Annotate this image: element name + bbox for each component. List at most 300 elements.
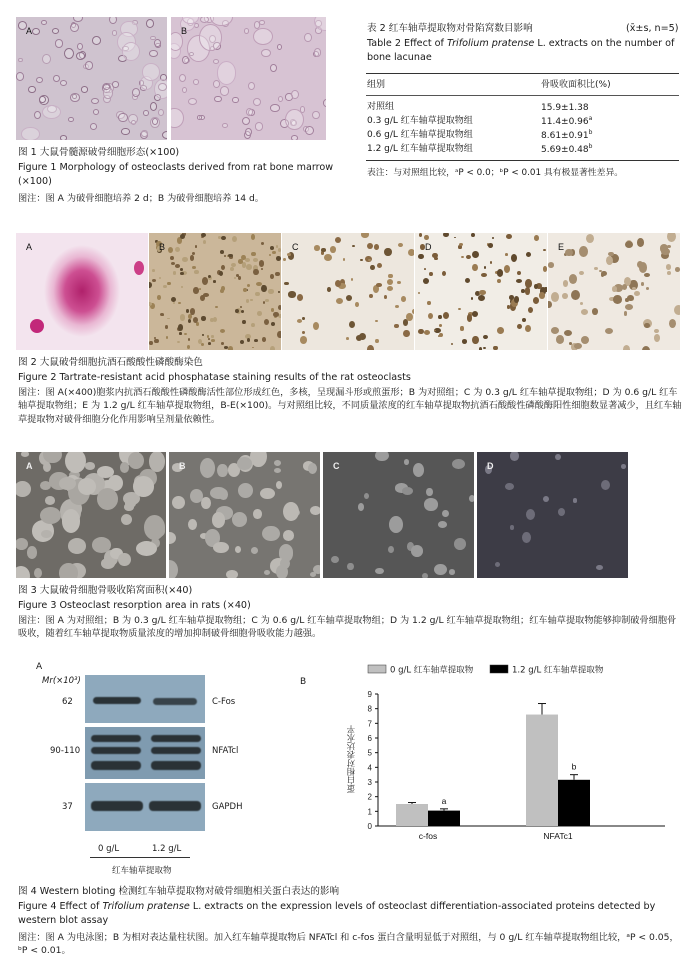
cell [21,452,30,457]
cell [224,346,228,349]
bar [558,780,590,826]
cell [439,324,442,327]
cell [241,310,244,313]
cell [308,463,317,474]
cell [637,238,644,246]
cell [230,267,234,271]
cell [479,347,482,350]
cell [188,319,192,324]
cell [675,267,680,272]
panel-label: A [26,242,33,252]
cell [149,341,152,345]
stained-nucleus [134,261,144,275]
cell [438,315,441,319]
cell [606,256,613,265]
sig-mark: a [588,115,593,122]
cell-texture [149,233,281,350]
cell [505,253,508,256]
cell [622,284,627,290]
cell [483,335,488,339]
value-cell [541,101,589,115]
value: 5.69±0.48 [541,145,589,155]
cell [242,320,246,325]
cell [426,488,432,496]
protein-label: C-Fos [212,697,236,707]
table-header-rule [366,95,679,96]
lane-label: 0 g/L [98,844,120,854]
cell [261,242,264,245]
panel-label: B [159,242,166,252]
cell [452,459,464,469]
sig-mark: b [588,143,593,150]
cell [534,235,539,241]
cell [574,343,582,349]
cell [220,250,224,254]
cell [562,293,567,299]
cell [152,269,155,272]
band [151,735,201,742]
bar [428,811,460,826]
cell [272,251,275,254]
cell [346,337,349,340]
cell [213,280,217,283]
cell [221,342,224,345]
band [151,761,201,770]
cell [434,564,447,575]
cell [376,283,381,287]
cell [443,312,449,319]
cell [264,570,270,575]
y-tick-label: 7 [367,719,372,729]
cell [343,258,346,261]
panel-label: E [558,242,565,252]
cell [460,326,463,330]
cell [458,308,461,310]
value: 11.4±0.96 [541,117,589,127]
cell [171,297,177,303]
resorption-pits [16,452,166,578]
cell [200,458,215,477]
y-tick-label: 8 [367,704,372,714]
panel-label: B [179,461,186,471]
cell [423,278,429,284]
cell [288,291,295,297]
panel-label: A [26,461,33,471]
cell [261,285,266,292]
cell [434,257,438,260]
cell-texture [548,233,680,350]
cell [300,336,307,343]
cell [654,329,659,333]
table-2-title-en-suffix: L. extracts on the number of bone lacunae [367,38,675,63]
cell [551,292,559,302]
cell [581,309,588,315]
band [91,801,143,811]
cell [167,318,169,320]
cell [466,255,471,259]
cell [235,309,239,313]
cell [235,546,241,553]
cell [149,282,152,288]
figure-2-panel-e [548,233,680,350]
cell [349,321,355,328]
cell [190,489,203,503]
cell [465,278,470,283]
cell [201,497,210,509]
cell [666,264,671,270]
cell [202,334,204,336]
cell [516,279,522,283]
panel-label: A [26,26,33,36]
cell [586,234,594,243]
figure-3-panel-c [323,452,474,578]
cell [268,289,274,294]
cell [517,271,521,275]
figure-1-title-en: Figure 1 Morphology of osteoclasts derived from rat bone marrow (×100) [18,162,334,187]
cell [375,452,389,461]
cell [136,541,157,556]
cell [418,329,424,335]
cell [59,563,78,578]
cell [563,280,569,287]
cell [461,256,464,258]
cell [498,280,500,282]
cell [555,454,561,460]
cell [170,256,174,260]
cell [388,274,392,279]
figure-2-note: 图注：图 A(×400)胞浆内抗酒石酸酸性磷酸酶活性部位形成红色，多核，呈现漏斗形或煎蛋形；B 为对照组；C 为 0.3 g/L 红车轴草提取物组；D 为 0.6 g/L 红车轴草提取物组；E 为 1.2 g/L 红车轴草提取物组，B-E(×100)。与对照组比较，不同质量浓度的红车轴草提取物抗酒石酸酸性磷酸酶阳性细胞数显著减少，且红车轴草提取物对破骨细胞分化作用影响呈剂量依赖性。 [18,387,682,425]
cell [505,483,514,490]
cell [133,476,154,497]
figure-4-title: 图 4 Western bloting 检测红车轴草提取物对破骨细胞相关蛋白表达的影响 [18,886,340,897]
cell [97,488,118,510]
cell [278,291,281,293]
cell [274,468,281,473]
panel-label: B [300,677,307,687]
cell [387,279,393,285]
cell [252,347,254,349]
cell [192,266,196,270]
cell [507,305,510,308]
cell [40,481,51,490]
cell [471,297,474,300]
band [91,735,141,742]
cell [497,269,504,277]
cell [408,249,414,256]
cell [276,481,282,489]
cell [159,277,161,279]
cell [247,284,250,287]
cell [274,460,281,466]
cell [601,480,610,491]
cell [213,542,229,553]
cell [125,498,136,507]
cell [377,263,383,268]
cell [208,342,211,345]
cell [251,252,256,257]
legend-label: 0 g/L 红车轴草提取物 [390,665,474,676]
cell [667,233,676,242]
figure-2-title-en: Figure 2 Tartrate-resistant acid phosphatase staining results of the rat osteoclasts [18,372,411,383]
cell [495,562,500,567]
cell [188,338,191,341]
cell [397,281,401,284]
table-2-note: 表注：与对照组比较，ᵃP < 0.0；ᵇP < 0.01 具有极显著性差异。 [367,168,624,178]
blot-strip-cfos [85,675,205,723]
stained-nucleus [30,319,44,333]
cell [374,244,379,250]
cell [406,313,413,321]
cell [221,286,225,291]
cell [352,245,355,247]
cell [375,320,377,323]
cell [121,514,132,525]
figure-2-panel-c [282,233,414,350]
value: 15.9±1.38 [541,103,589,113]
cell [654,334,660,341]
cell [165,325,169,329]
cell [592,308,599,315]
cell [177,341,180,343]
cell [596,565,603,570]
cell [240,340,244,344]
y-tick-label: 5 [367,748,372,758]
cell [429,272,432,276]
cell [201,233,206,237]
band [93,697,141,704]
cell [522,532,531,544]
cell [68,538,87,554]
cell [243,288,247,292]
cell [358,503,364,511]
figure-3-title: 图 3 大鼠破骨细胞骨吸收陷窝面积(×40) [18,585,193,596]
cell [443,233,449,237]
cell [246,264,252,270]
figure-2-images [16,233,680,350]
cell [449,569,455,575]
cell-texture [282,233,414,350]
cell [335,237,341,243]
species-name: Trifolium pratense [102,901,190,912]
cell [427,301,430,305]
cell [556,335,565,344]
lane-divider [90,857,190,858]
cell [215,306,218,309]
cell [219,489,228,500]
resorption-pits [169,452,320,578]
lane-caption: 红车轴草提取物 [112,866,172,876]
cell [667,245,671,248]
cell [613,295,622,304]
figure-1-note: 图注：图 A 为破骨细胞培养 2 d；B 为破骨细胞培养 14 d。 [18,193,264,204]
value-cell [541,129,592,143]
column-header: 骨吸收面积比(%) [541,80,611,90]
cell [270,346,275,350]
cell [270,274,274,279]
cell [551,327,560,334]
cell [47,508,58,522]
cell [623,345,630,350]
mr-label: Mr(×10³) [42,676,81,686]
figure-2-title: 图 2 大鼠破骨细胞抗酒石酸酸性磷酸酶染色 [18,357,203,368]
cell [411,545,423,557]
cell [539,292,546,299]
blot-strip-gapdh [85,783,205,831]
cell [253,269,259,276]
cell [484,266,486,268]
protein-label: NFATcl [212,746,239,756]
cell [543,266,547,272]
protein-label: GAPDH [212,802,243,812]
cell [160,313,164,316]
cell [224,255,226,258]
cell [313,322,319,330]
cell [517,324,522,329]
cell [203,240,206,244]
cell [276,565,288,578]
cell [346,295,352,301]
panel-label: A [36,662,43,672]
bar [526,715,558,826]
cell [472,336,479,345]
table-row [367,101,679,116]
table-2-stat: (x̄±s, n=5) [626,23,679,34]
cell [257,311,263,316]
cell [661,248,669,255]
cell [669,319,676,328]
cell [16,481,31,497]
cell [558,508,565,516]
cell [169,532,176,544]
cell [402,487,413,495]
panel-label: D [425,242,432,252]
cell [219,271,223,276]
table-2 [0,0,697,200]
panel-label: C [292,242,299,252]
cell [543,249,546,251]
cell [247,338,250,342]
significance-label: a [441,795,447,806]
cell [245,258,250,262]
cell [418,292,420,294]
cell [188,519,197,530]
cell [199,288,201,290]
figure-3-panel-d [477,452,628,578]
cell [369,294,373,299]
value: 8.61±0.91 [541,131,589,141]
cell [237,457,252,470]
figure-4-panel-b [300,660,690,890]
cell [253,509,261,519]
cell [255,292,260,297]
cell [167,282,170,286]
cell [254,339,258,342]
cell [454,538,466,550]
cell [506,234,512,239]
cell [190,255,195,261]
cell [605,328,614,335]
cell [641,282,645,286]
cell [43,452,62,463]
cell [278,248,281,252]
cell [250,299,252,302]
cell [389,516,403,533]
y-tick-label: 1 [367,807,372,817]
molecular-weight: 62 [62,697,73,707]
cell [497,327,504,333]
cell [232,236,237,242]
cell [271,322,275,326]
cell [367,243,373,249]
cell [579,246,588,257]
cell [168,247,173,253]
cell [462,339,468,344]
molecular-weight: 90-110 [50,746,81,756]
band [91,761,141,770]
table-header-row [367,79,679,94]
cell [490,261,492,264]
cell [330,246,337,253]
cell [479,290,486,295]
cell [398,243,403,248]
cell [166,336,169,339]
cell [310,506,320,516]
cell [200,295,205,301]
cell [573,498,578,502]
y-axis-label: 蛋白相对表达水平 [347,725,357,793]
cell [217,464,228,478]
figure-4-note: 图注：图 A 为电泳图；B 为相对表达量柱状图。加入红车轴草提取物后 NFATcl 和 c-fos 蛋白含量明显低于对照组，与 0 g/L 红车轴草提取物组比较，ᵃP < 0.05，ᵇP < 0.01。 [18,932,679,957]
cell [251,547,258,554]
band [91,747,141,754]
cell [221,265,225,270]
cell [238,483,253,498]
cell [201,316,205,320]
cell [528,307,533,313]
cell [525,279,532,287]
cell [384,295,387,299]
cell [276,256,281,261]
cell [283,502,299,521]
cell [251,323,255,327]
cell [246,299,249,302]
cell [442,510,449,517]
group-cell: 0.3 g/L 红车轴草提取物组 [367,116,473,126]
cell [327,287,331,292]
cell [211,339,215,342]
cell [169,560,178,578]
cell [192,252,195,255]
cell [321,248,326,252]
cell [194,270,199,274]
figure-2-panel-b [149,233,281,350]
cell [621,464,626,469]
cell [187,345,190,349]
cell [218,236,221,239]
cell [511,254,517,262]
cell [564,330,572,336]
figure-1-title: 图 1 大鼠骨髓源破骨细胞形态(×100) [18,147,180,158]
species-name: Trifolium pratense [446,38,535,49]
cell [525,287,531,294]
cell [179,332,182,335]
cell [182,257,188,262]
figure-3-panel-a [16,452,166,578]
cell [548,301,552,309]
cell [251,234,255,239]
resorption-pits [323,452,474,578]
value-cell [541,115,592,129]
